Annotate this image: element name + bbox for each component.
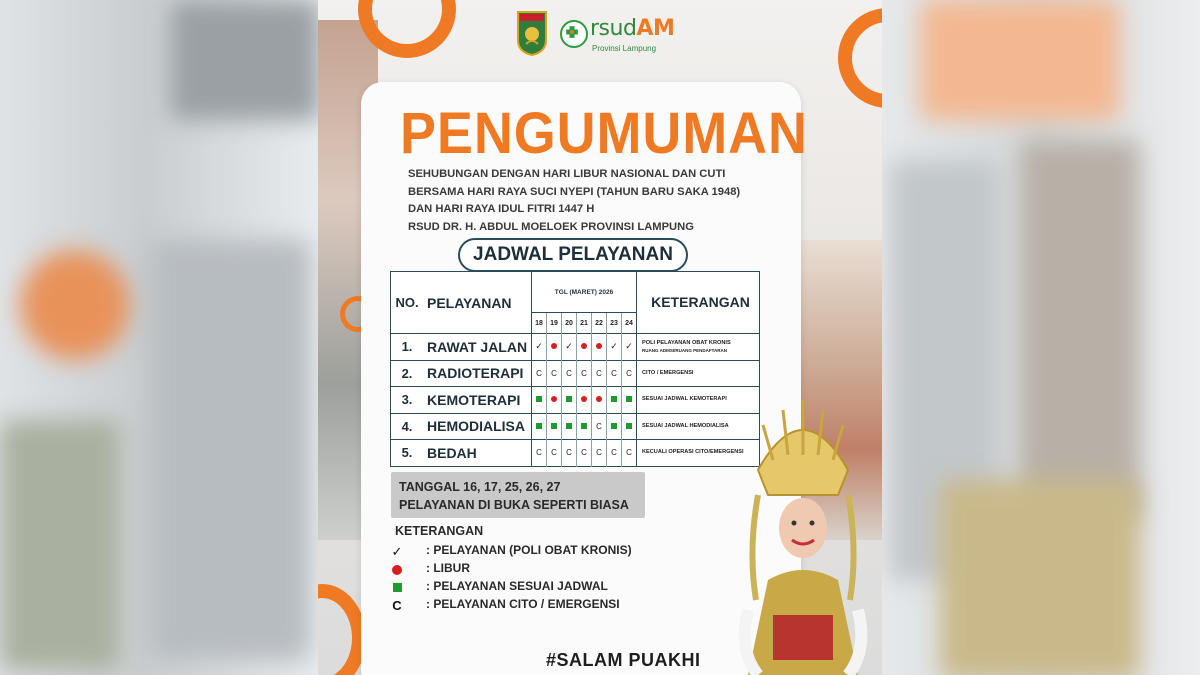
holiday-dot-icon: [581, 396, 587, 402]
legend: [390, 543, 670, 615]
schedule-cell: [547, 413, 562, 440]
holiday-dot-icon: [596, 396, 602, 402]
scheduled-square-icon: [581, 423, 587, 429]
legend-item: [390, 543, 670, 561]
day-header: 18: [532, 313, 547, 334]
schedule-cell: C: [532, 360, 547, 387]
intro-line: SEHUBUNGAN DENGAN HARI LIBUR NASIONAL DAN CUTI: [408, 168, 726, 180]
holiday-dot-icon: [596, 343, 602, 349]
service-name: KEMOTERAPI: [423, 387, 532, 414]
legend-item: [390, 597, 670, 615]
table-row: [391, 334, 760, 361]
schedule-cell: C: [592, 360, 607, 387]
schedule-title: JADWAL PELAYANAN: [458, 238, 688, 272]
scheduled-square-icon: [611, 423, 617, 429]
column-header-no: NO.: [391, 272, 424, 334]
legend-text: : PELAYANAN CITO / EMERGENSI: [426, 597, 620, 611]
rsud-name-prefix: rsud: [590, 16, 637, 41]
service-note-line: POLI PELAYANAN OBAT KRONIS: [642, 339, 731, 346]
scheduled-square-icon: [566, 423, 572, 429]
table-row: [391, 440, 760, 467]
holiday-dot-icon: [551, 396, 557, 402]
rsud-subtitle: Provinsi Lampung: [592, 44, 657, 53]
schedule-cell: [577, 334, 592, 361]
legend-text: : LIBUR: [426, 561, 470, 575]
schedule-cell: C: [547, 440, 562, 467]
schedule-cell: [532, 413, 547, 440]
scheduled-square-icon: [626, 423, 632, 429]
schedule-cell: [622, 387, 637, 414]
schedule-cell: [532, 334, 547, 361]
lampung-province-emblem: [516, 10, 548, 56]
schedule-cell: C: [577, 360, 592, 387]
schedule-cell: [532, 387, 547, 414]
intro-line: BERSAMA HARI RAYA SUCI NYEPI (TAHUN BARU SAKA 1948): [408, 185, 741, 198]
open-dates-notice: [391, 472, 645, 518]
service-note-line: SESUAI JADWAL KEMOTERAPI: [642, 396, 727, 403]
schedule-cell: C: [547, 360, 562, 387]
orange-ring-decoration: [318, 584, 366, 675]
schedule-cell: [577, 387, 592, 414]
row-number: 1.: [391, 334, 424, 361]
dancer-illustration: [728, 400, 878, 675]
cross-icon: [560, 20, 588, 48]
schedule-cell: C: [592, 440, 607, 467]
check-icon: ✓: [610, 341, 618, 352]
open-dates-line: TANGGAL 16, 17, 25, 26, 27: [399, 480, 561, 494]
day-header: 19: [547, 313, 562, 334]
check-icon: ✓: [625, 341, 633, 352]
scheduled-square-icon: [566, 396, 572, 402]
service-note-subline: RUANG ADMSI/RUANG PENDAFTARAN: [642, 347, 727, 353]
schedule-cell: [607, 387, 622, 414]
schedule-cell: [622, 413, 637, 440]
day-header: 23: [607, 313, 622, 334]
logo-header: [516, 8, 686, 60]
service-name: RAWAT JALAN: [423, 334, 532, 361]
row-number: 4.: [391, 413, 424, 440]
check-icon: ✓: [565, 341, 573, 352]
check-icon: ✓: [391, 545, 403, 560]
blurred-background-right: [880, 0, 1200, 675]
legend-text: : PELAYANAN SESUAI JADWAL: [426, 579, 608, 593]
intro-line: DAN HARI RAYA IDUL FITRI 1447 H: [408, 203, 595, 215]
intro-line: RSUD DR. H. ABDUL MOELOEK PROVINSI LAMPUNG: [408, 220, 694, 233]
schedule-cell: C: [622, 360, 637, 387]
schedule-cell: C: [562, 360, 577, 387]
announcement-poster: [318, 0, 882, 675]
schedule-cell: [622, 334, 637, 361]
schedule-cell: C: [532, 440, 547, 467]
service-note-line: CITO / EMERGENSI: [642, 369, 694, 376]
table-row: [391, 360, 760, 387]
schedule-cell: [592, 334, 607, 361]
scheduled-square-icon: [393, 583, 402, 592]
scheduled-square-icon: [626, 396, 632, 402]
schedule-cell: C: [607, 360, 622, 387]
service-note: [637, 334, 760, 361]
service-name: HEMODIALISA: [423, 413, 532, 440]
scheduled-square-icon: [611, 396, 617, 402]
schedule-cell: C: [622, 440, 637, 467]
table-row: [391, 387, 760, 414]
scheduled-square-icon: [536, 423, 542, 429]
service-name: RADIOTERAPI: [423, 360, 532, 387]
table-row: [391, 413, 760, 440]
service-note: [637, 360, 760, 387]
row-number: 5.: [391, 440, 424, 467]
legend-item: [390, 561, 670, 579]
holiday-dot-icon: [551, 343, 557, 349]
holiday-dot-icon: [581, 343, 587, 349]
column-header-service: PELAYANAN: [423, 272, 532, 334]
holiday-dot-icon: [392, 565, 402, 575]
schedule-cell: [562, 334, 577, 361]
schedule-cell: [562, 387, 577, 414]
schedule-cell: C: [592, 413, 607, 440]
intro-text: [408, 166, 788, 236]
schedule-cell: [607, 334, 622, 361]
page-title: PENGUMUMAN: [400, 101, 808, 166]
row-number: 2.: [391, 360, 424, 387]
schedule-table: [390, 271, 760, 467]
service-note-line: KECUALI OPERASI CITO/EMERGENSI: [642, 449, 744, 456]
schedule-cell: [592, 387, 607, 414]
orange-ring-decoration: [838, 8, 882, 108]
schedule-cell: [547, 387, 562, 414]
service-note-line: SESUAI JADWAL HEMODIALISA: [642, 422, 729, 429]
schedule-cell: C: [577, 440, 592, 467]
schedule-cell: [577, 413, 592, 440]
check-icon: ✓: [535, 341, 543, 352]
column-header-dates: TGL (MARET) 2026: [532, 272, 637, 313]
schedule-cell: C: [562, 440, 577, 467]
day-header: 24: [622, 313, 637, 334]
rsud-name-suffix: AM: [636, 16, 675, 41]
day-header: 21: [577, 313, 592, 334]
legend-item: [390, 579, 670, 597]
hashtag: #SALAM PUAKHI: [546, 650, 701, 670]
legend-text: : PELAYANAN (POLI OBAT KRONIS): [426, 543, 632, 557]
service-name: BEDAH: [423, 440, 532, 467]
schedule-cell: [607, 413, 622, 440]
schedule-cell: [562, 413, 577, 440]
column-header-note: KETERANGAN: [637, 272, 760, 334]
scheduled-square-icon: [551, 423, 557, 429]
day-header: 20: [562, 313, 577, 334]
legend-title: KETERANGAN: [395, 524, 484, 538]
blurred-background-left: [0, 0, 320, 675]
row-number: 3.: [391, 387, 424, 414]
day-header: 22: [592, 313, 607, 334]
schedule-cell: [547, 334, 562, 361]
open-dates-line: PELAYANAN DI BUKA SEPERTI BIASA: [399, 498, 629, 512]
cito-symbol: C: [392, 598, 402, 613]
scheduled-square-icon: [536, 396, 542, 402]
schedule-cell: C: [607, 440, 622, 467]
